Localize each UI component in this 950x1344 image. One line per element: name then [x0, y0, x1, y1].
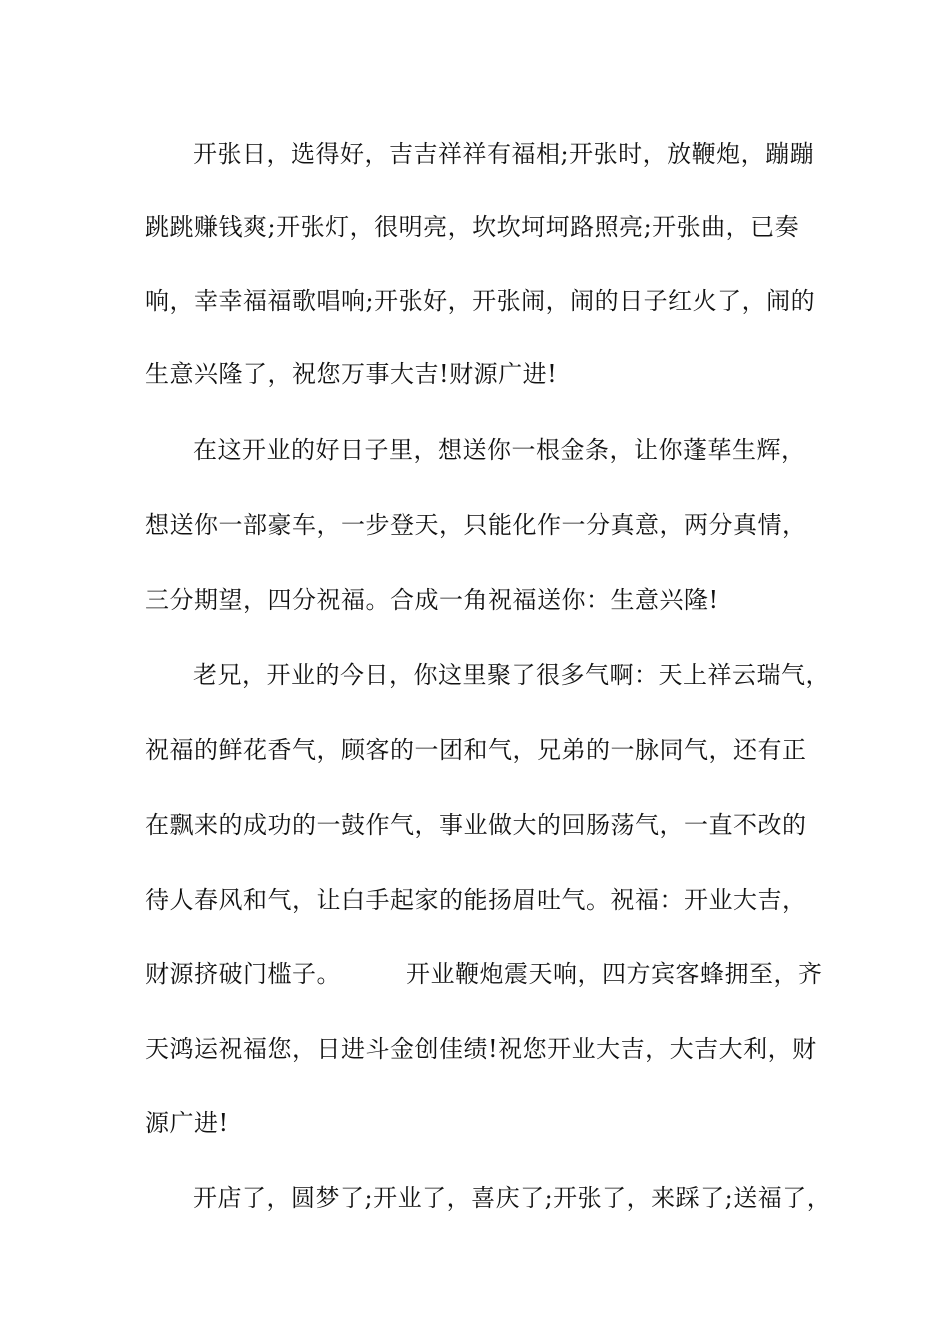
paragraph-1-line-3: 响，幸幸福福歌唱响;开张好，开张闹，闹的日子红火了，闹的: [145, 287, 816, 315]
paragraph-2-line-2: 想送你一部豪车，一步登天，只能化作一分真意，两分真情，: [145, 511, 807, 539]
paragraph-3-line-4: 待人春风和气，让白手起家的能扬眉吐气。祝福：开业大吉，: [145, 886, 807, 914]
paragraph-4-line-1: 开店了，圆梦了;开业了，喜庆了;开张了，来踩了;送福了，: [193, 1184, 832, 1212]
paragraph-3-line-1: 老兄，开业的今日，你这里聚了很多气啊：天上祥云瑞气，: [193, 661, 830, 689]
paragraph-3-line-5: 财源挤破门槛子。 开业鞭炮震天响，四方宾客蜂拥至，齐: [145, 960, 823, 988]
paragraph-3-line-2: 祝福的鲜花香气，顾客的一团和气，兄弟的一脉同气，还有正: [145, 736, 807, 764]
paragraph-1-line-1: 开张日，选得好，吉吉祥祥有福相;开张时，放鞭炮，蹦蹦: [193, 140, 815, 168]
paragraph-1-line-2: 跳跳赚钱爽;开张灯，很明亮，坎坎坷坷路照亮;开张曲，已奏: [145, 213, 800, 241]
paragraph-2-line-3: 三分期望，四分祝福。合成一角祝福送你：生意兴隆!: [145, 586, 719, 614]
paragraph-2-line-1: 在这开业的好日子里，想送你一根金条，让你蓬荜生辉，: [193, 436, 806, 464]
paragraph-1-line-4: 生意兴隆了，祝您万事大吉!财源广进!: [145, 360, 558, 388]
paragraph-3-line-3: 在飘来的成功的一鼓作气，事业做大的回肠荡气，一直不改的: [145, 811, 807, 839]
paragraph-3-line-7: 源广进!: [145, 1109, 229, 1137]
paragraph-3-line-6: 天鸿运祝福您，日进斗金创佳绩!祝您开业大吉，大吉大利，财: [145, 1035, 817, 1063]
